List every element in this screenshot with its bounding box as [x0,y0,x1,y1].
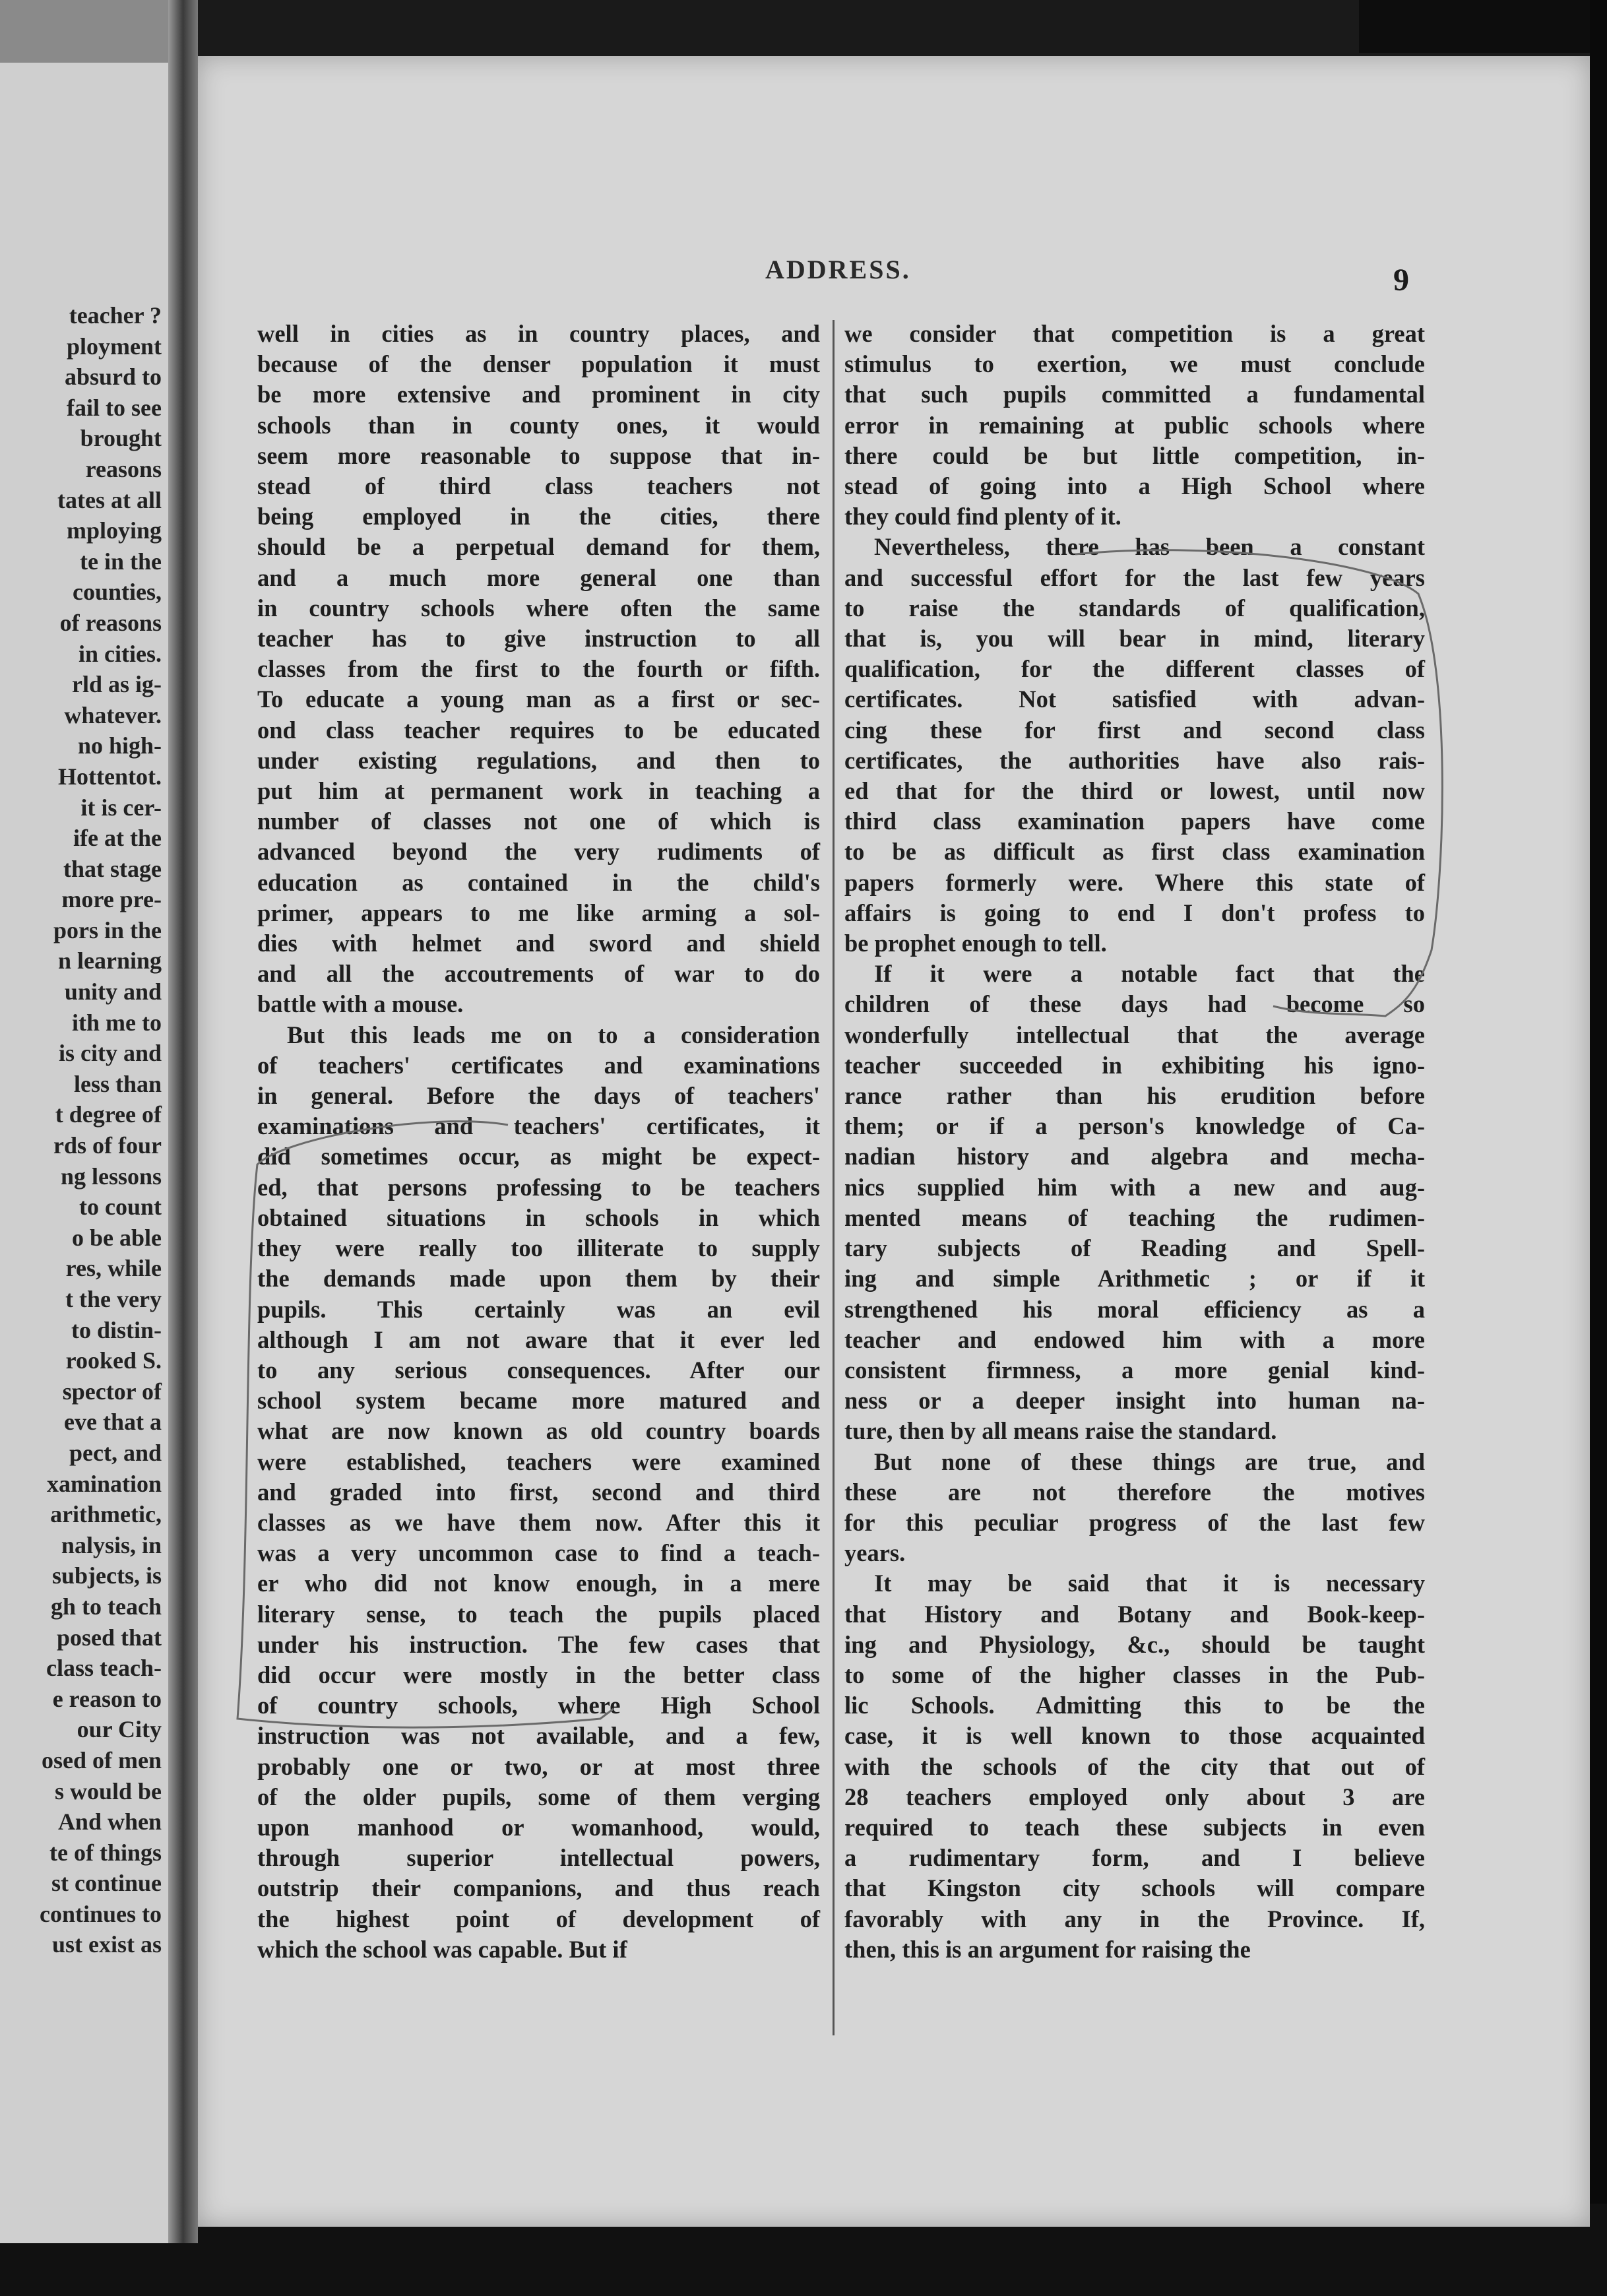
text-line: to be as difficult as first class examination [844,838,1425,866]
text-line: ness or a deeper insight into human na- [844,1387,1425,1415]
text-line: these are not therefore the motives [844,1478,1425,1506]
text-line: which the school was capable. But if [257,1935,627,1963]
text-line: in general. Before the days of teachers' [257,1082,820,1110]
text-line: literary sense, to teach the pupils placed [257,1600,820,1628]
fragment-line: is city and [58,1040,162,1067]
text-line: ed that for the third or lowest, until now [844,777,1425,805]
column-divider-rule [833,320,835,2035]
text-line: battle with a mouse. [257,990,464,1018]
text-line: It may be said that it is necessary [874,1570,1425,1597]
text-line: that such pupils committed a fundamental [844,381,1425,408]
text-line: nadian history and algebra and mecha- [844,1143,1425,1170]
text-line: of teachers' certificates and examinations [257,1051,820,1079]
text-line: did occur were mostly in the better class [257,1661,820,1688]
text-line: they were really too illiterate to supply [257,1234,820,1262]
text-line: because of the denser population it must [257,350,820,378]
text-line: Nevertheless, there has been a constant [874,533,1425,561]
text-line: of country schools, where High School [257,1692,820,1719]
fragment-line: rds of four [53,1132,162,1159]
text-line: To educate a young man as a first or sec- [257,686,820,713]
text-line: to some of the higher classes in the Pub- [844,1661,1425,1688]
text-line: through superior intellectual powers, [257,1844,820,1872]
fragment-line: xamination [46,1470,162,1497]
text-line: cing these for first and second class [844,716,1425,744]
text-line: did sometimes occur, as might be expect- [257,1143,820,1170]
fragment-line: eve that a [64,1409,162,1436]
text-line: a rudimentary form, and I believe [844,1844,1425,1872]
text-line: that is, you will bear in mind, literary [844,625,1425,653]
running-head: ADDRESS. [765,255,911,284]
text-line: dies with helmet and sword and shield [257,930,820,957]
text-line: to raise the standards of qualification, [844,594,1425,622]
text-line: there could be but little competition, in- [844,441,1425,469]
fragment-line: subjects, is [51,1562,162,1589]
book-gutter [168,0,198,2243]
fragment-line: mploying [66,517,162,544]
text-line: But none of these things are true, and [874,1448,1425,1475]
text-line: although I am not aware that it ever led [257,1325,820,1353]
book-page [198,56,1590,2227]
fragment-line: st continue [51,1870,162,1897]
text-line: and successful effort for the last few years [844,563,1425,591]
fragment-line: ployment [67,333,162,360]
text-line: stead of third class teachers not [257,472,820,500]
fragment-line: that stage [63,855,162,882]
text-line: er who did not know enough, in a mere [257,1570,820,1597]
text-line: favorably with any in the Province. If, [844,1905,1425,1932]
fragment-line: more pre- [61,886,162,913]
scanner-background-right [1590,0,1607,2296]
text-line: required to teach these subjects in even [844,1813,1425,1841]
text-line: stimulus to exertion, we must conclude [844,350,1425,378]
text-line: them; or if a person's knowledge of Ca- [844,1112,1425,1140]
previous-page-text-fragments [0,300,162,1960]
text-line: tary subjects of Reading and Spell- [844,1234,1425,1262]
text-line: education as contained in the child's [257,868,820,896]
fragment-line: n learning [57,947,162,974]
text-line: If it were a notable fact that the [874,960,1425,988]
text-line: schools than in county ones, it would [257,411,820,439]
fragment-line: tates at all [57,486,162,513]
previous-page-top-edge [0,0,188,63]
text-line: the demands made upon them by their [257,1265,820,1292]
fragment-line: no high- [77,732,162,759]
text-line: nics supplied him with a new and aug- [844,1173,1425,1201]
fragment-line: brought [80,425,162,452]
text-line: 28 teachers employed only about 3 are [844,1783,1425,1810]
text-line: seem more reasonable to suppose that in- [257,441,820,469]
text-line: classes from the first to the fourth or fifth. [257,655,820,683]
text-line: error in remaining at public schools where [844,411,1425,439]
fragment-line: e reason to [52,1685,162,1712]
fragment-line: rooked S. [65,1347,162,1374]
text-line: school system became more matured and [257,1387,820,1415]
text-line: that Kingston city schools will compare [844,1874,1425,1902]
fragment-line: res, while [65,1255,162,1282]
text-line: being employed in the cities, there [257,503,820,530]
text-line: primer, appears to me like arming a sol- [257,899,820,926]
text-line: with the schools of the city that out of [844,1752,1425,1780]
text-line: outstrip their companions, and thus reach [257,1874,820,1902]
right-text-column [844,319,1425,1965]
text-line: mented means of teaching the rudimen- [844,1203,1425,1231]
text-line: they could find plenty of it. [844,503,1121,530]
fragment-line: gh to teach [51,1593,162,1620]
scanner-background-top [1359,0,1607,53]
text-line: ing and simple Arithmetic ; or if it [844,1265,1425,1292]
fragment-line: reasons [85,455,162,482]
fragment-line: ust exist as [51,1931,162,1958]
fragment-line: ife at the [73,825,162,852]
fragment-line: teacher ? [69,302,162,329]
text-line: and all the accoutrements of war to do [257,960,820,988]
fragment-line: o be able [71,1224,162,1251]
fragment-line: whatever. [64,701,162,728]
text-line: be more extensive and prominent in city [257,381,820,408]
fragment-line: posed that [56,1624,162,1651]
text-line: lic Schools. Admitting this to be the [844,1692,1425,1719]
text-line: under his instruction. The few cases that [257,1630,820,1658]
text-line: papers formerly were. Where this state of [844,868,1425,896]
fragment-line: our City [77,1716,162,1743]
fragment-line: to distin- [71,1316,162,1343]
text-line: under existing regulations, and then to [257,746,820,774]
text-line: was a very uncommon case to find a teach- [257,1539,820,1567]
text-line: to any serious consequences. After our [257,1356,820,1384]
text-line: and graded into first, second and third [257,1478,820,1506]
fragment-line: ng lessons [60,1163,162,1190]
text-line: in country schools where often the same [257,594,820,622]
text-line: years. [844,1539,906,1567]
text-line: advanced beyond the very rudiments of [257,838,820,866]
text-line: and a much more general one than [257,563,820,591]
fragment-line: t degree of [55,1101,162,1128]
text-line: children of these days had become so [844,990,1425,1018]
text-line: be prophet enough to tell. [844,930,1107,957]
fragment-line: continues to [39,1900,162,1927]
page-number: 9 [1393,263,1409,298]
text-line: certificates, the authorities have also rais- [844,746,1425,774]
text-line: should be a perpetual demand for them, [257,533,820,561]
text-line: for this peculiar progress of the last few [844,1508,1425,1536]
text-line: teacher succeeded in exhibiting his igno- [844,1051,1425,1079]
previous-page-fragment [0,0,188,2243]
text-line: number of classes not one of which is [257,808,820,835]
text-line: examinations and teachers' certificates, it [257,1112,820,1140]
text-line: certificates. Not satisfied with advan- [844,686,1425,713]
text-line: classes as we have them now. After this it [257,1508,820,1536]
text-line: qualification, for the different classes of [844,655,1425,683]
text-line: pupils. This certainly was an evil [257,1295,820,1323]
fragment-line: te of things [49,1839,162,1866]
text-line: consistent firmness, a more genial kind- [844,1356,1425,1384]
text-line: that History and Botany and Book-keep- [844,1600,1425,1628]
left-text-column [257,319,820,1965]
text-line: rance rather than his erudition before [844,1082,1425,1110]
fragment-line: pors in the [53,916,162,943]
text-line: affairs is going to end I don't profess to [844,899,1425,926]
fragment-line: it is cer- [80,794,162,821]
text-line: ture, then by all means raise the standard. [844,1417,1277,1445]
text-line: strengthened his moral efficiency as a [844,1295,1425,1323]
fragment-line: to count [79,1194,162,1221]
fragment-line: in cities. [79,640,162,667]
fragment-line: absurd to [64,364,162,391]
text-line: case, it is well known to those acquainted [844,1722,1425,1750]
fragment-line: osed of men [42,1746,162,1773]
fragment-line: arithmetic, [50,1501,162,1528]
text-line: of the older pupils, some of them verging [257,1783,820,1810]
text-line: well in cities as in country places, and [257,320,820,347]
text-line: ing and Physiology, &c., should be taught [844,1630,1425,1658]
fragment-line: nalysis, in [61,1531,162,1558]
text-line: the highest point of development of [257,1905,820,1932]
fragment-line: Hottentot. [58,763,162,790]
text-line: teacher has to give instruction to all [257,625,820,653]
text-line: third class examination papers have come [844,808,1425,835]
text-line: we consider that competition is a great [844,320,1425,347]
fragment-line: unity and [64,978,162,1005]
fragment-line: te in the [80,548,162,575]
fragment-line: counties, [73,579,162,606]
text-line: obtained situations in schools in which [257,1203,820,1231]
fragment-line: of reasons [59,609,162,636]
text-line: But this leads me on to a consideration [287,1021,820,1048]
text-line: instruction was not available, and a few, [257,1722,820,1750]
text-line: upon manhood or womanhood, would, [257,1813,820,1841]
fragment-line: pect, and [69,1439,162,1466]
text-line: what are now known as old country boards [257,1417,820,1445]
fragment-line: ith me to [72,1009,162,1036]
fragment-line: s would be [54,1777,162,1804]
text-line: put him at permanent work in teaching a [257,777,820,805]
text-line: probably one or two, or at most three [257,1752,820,1780]
text-line: then, this is an argument for raising the [844,1935,1251,1963]
text-line: stead of going into a High School where [844,472,1425,500]
fragment-line: less than [73,1070,162,1097]
fragment-line: And when [57,1808,162,1835]
fragment-line: class teach- [46,1655,162,1682]
fragment-line: rld as ig- [71,671,162,698]
text-line: ed, that persons professing to be teachers [257,1173,820,1201]
text-line: were established, teachers were examined [257,1448,820,1475]
fragment-line: spector of [62,1378,162,1405]
text-line: wonderfully intellectual that the average [844,1021,1425,1048]
fragment-line: t the very [65,1286,162,1312]
fragment-line: fail to see [67,394,162,421]
text-line: teacher and endowed him with a more [844,1325,1425,1353]
text-line: ond class teacher requires to be educated [257,716,820,744]
